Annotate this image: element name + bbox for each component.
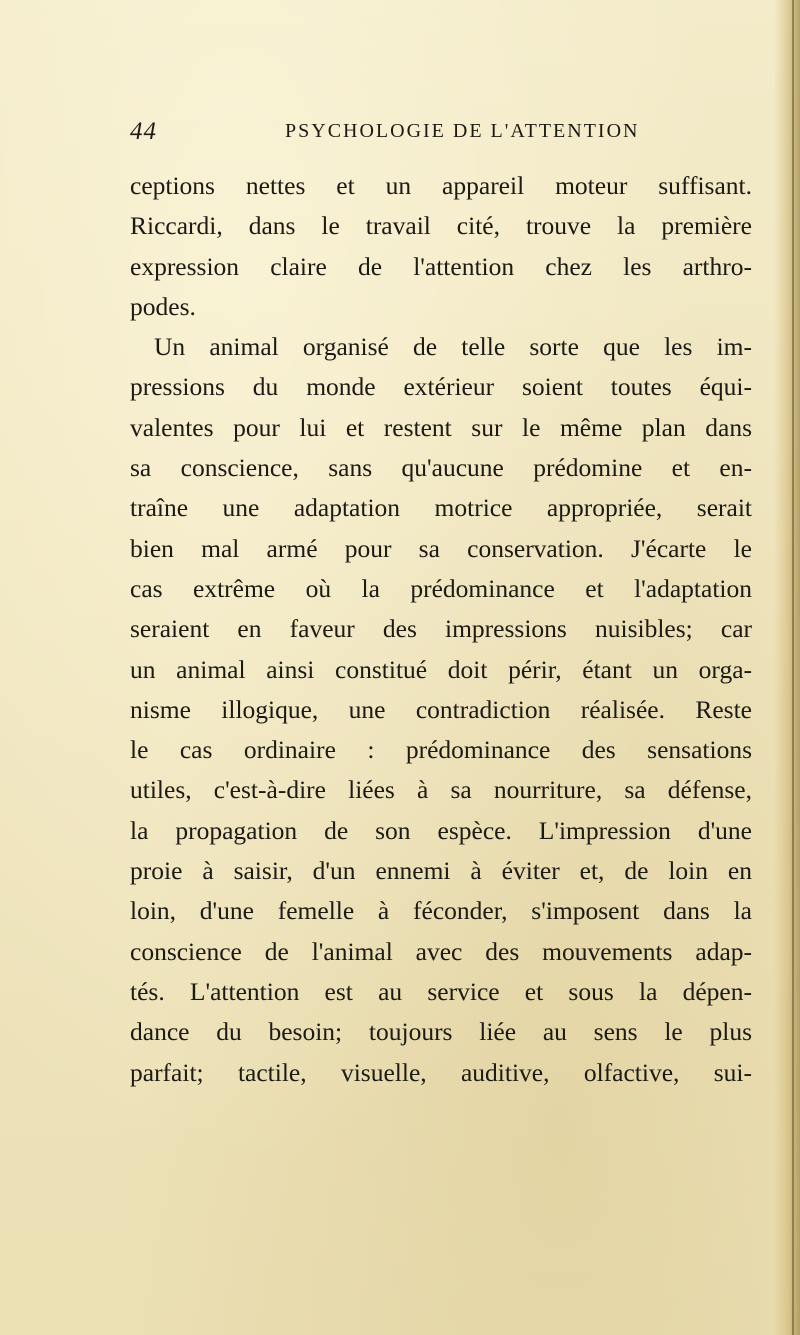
text-line: cas extrême où la prédominance et l'adaptation [130, 573, 752, 603]
text-line: traîne une adaptation motrice appropriée, serait [130, 493, 752, 523]
text-line: podes. [130, 291, 196, 321]
page-edge-shadow [774, 0, 800, 1335]
text-line: tés. L'attention est au service et sous la dépen- [130, 976, 752, 1006]
text-line: proie à saisir, d'un ennemi à éviter et, de loin en [130, 856, 752, 886]
text-line: le cas ordinaire : prédominance des sensations [130, 735, 752, 765]
text-line: parfait; tactile, visuelle, auditive, olfactive, sui- [130, 1057, 752, 1087]
text-line: ceptions nettes et un appareil moteur suffisant. [130, 171, 752, 200]
text-line: un animal ainsi constitué doit périr, étant un orga- [130, 654, 752, 684]
text-line: valentes pour lui et restent sur le même plan dans [130, 412, 752, 442]
text-line: loin, d'une femelle à féconder, s'imposent dans la [130, 896, 752, 926]
body-text [130, 166, 752, 1093]
text-line: bien mal armé pour sa conservation. J'écarte le [130, 533, 752, 563]
text-line: seraient en faveur des impressions nuisibles; car [130, 614, 752, 644]
text-line: dance du besoin; toujours liée au sens le plus [130, 1017, 752, 1047]
text-line: la propagation de son espèce. L'impression d'une [130, 815, 752, 845]
text-line: expression claire de l'attention chez les arthro- [130, 251, 752, 281]
running-title: PSYCHOLOGIE DE L'ATTENTION [285, 120, 640, 142]
text-line: pressions du monde extérieur soient toutes équi- [130, 372, 752, 402]
page-header [130, 118, 740, 148]
page-number: 44 [130, 118, 157, 145]
page-edge-line [792, 0, 794, 1335]
text-line: Un animal organisé de telle sorte que les im- [154, 332, 752, 362]
text-line: utiles, c'est-à-dire liées à sa nourriture, sa défense, [130, 775, 752, 805]
text-line: sa conscience, sans qu'aucune prédomine et en- [130, 453, 752, 483]
text-line: conscience de l'animal avec des mouvements adap- [130, 936, 752, 966]
text-line: nisme illogique, une contradiction réalisée. Reste [130, 694, 752, 724]
text-line: Riccardi, dans le travail cité, trouve la première [130, 211, 752, 241]
